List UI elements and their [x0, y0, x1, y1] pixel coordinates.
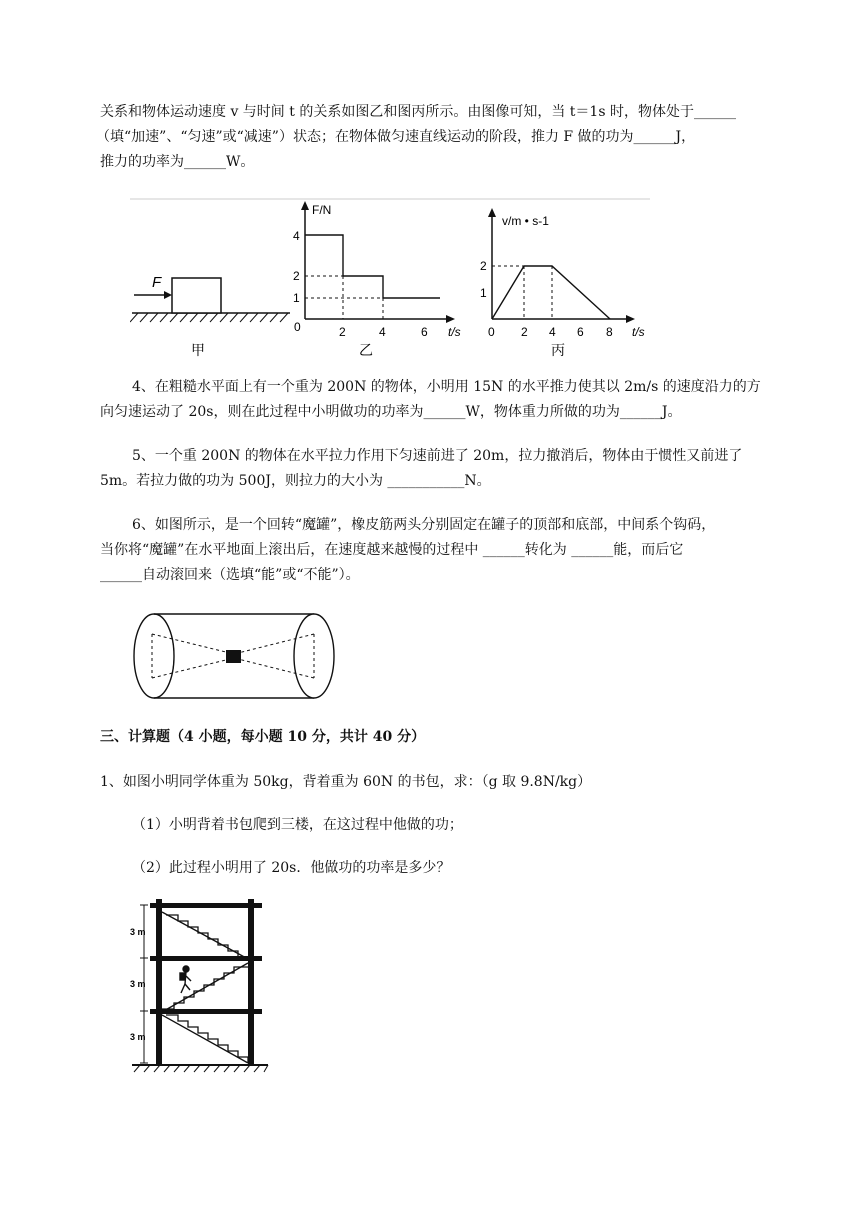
calc-question-1-sub1: （1）小明背着书包爬到三楼，在这过程中他做的功；	[132, 817, 463, 833]
question-6	[100, 513, 800, 588]
floor-label-bottom: 3 m	[130, 1032, 146, 1042]
figure-magic-can	[132, 610, 337, 702]
intro-line-1: 关系和物体运动速度 v 与时间 t 的关系如图乙和图丙所示。由图像可知，当 t＝1s 时，物体处于______	[100, 104, 736, 120]
panel-label-jia: 甲	[191, 342, 205, 358]
bing-xtick-0: 0	[488, 325, 495, 339]
figure-staircase	[130, 895, 270, 1073]
bing-ytick-2: 2	[480, 259, 487, 273]
bing-xtick-2: 2	[521, 325, 528, 339]
yi-xtick-4: 4	[379, 325, 386, 339]
bing-velocity-line	[492, 266, 610, 319]
bing-ylabel: v/m • s-1	[502, 214, 549, 228]
question-4	[100, 375, 800, 425]
block	[172, 278, 221, 313]
calc-question-1-sub2: （2）此过程小明用了 20s．他做功的功率是多少？	[132, 860, 451, 876]
hook-weight	[226, 650, 241, 663]
yi-ytick-4: 4	[293, 229, 300, 243]
floor-label-middle: 3 m	[130, 979, 146, 989]
force-label: F	[152, 274, 162, 291]
figure-force-graphs	[130, 195, 660, 360]
bing-xlabel: t/s	[632, 325, 645, 339]
q6-line-1: 6、如图所示，是一个回转“魔罐”，橡皮筋两头分别固定在罐子的顶部和底部，中间系个钩码，	[132, 517, 716, 533]
panel-yi	[293, 201, 461, 358]
q5-line-1: 5、一个重 200N 的物体在水平拉力作用下匀速前进了 20m，拉力撤消后，物体由于惯性又前进了	[132, 448, 743, 464]
question-5	[100, 444, 800, 494]
panel-jia	[130, 274, 290, 358]
yi-ylabel: F/N	[312, 203, 332, 217]
yi-xtick-2: 2	[339, 325, 346, 339]
q5-line-2: 5m。若拉力做的功为 500J，则拉力的大小为 ___________N。	[100, 473, 491, 489]
yi-xlabel: t/s	[448, 325, 461, 339]
climbing-person	[180, 966, 191, 993]
bing-xtick-4: 4	[549, 325, 556, 339]
calc-question-1-stem: 1、如图小明同学体重为 50kg，背着重为 60N 的书包，求：（g 取 9.8N/kg）	[100, 774, 592, 790]
bing-xtick-8: 8	[606, 325, 613, 339]
q4-line-2: 向匀速运动了 20s，则在此过程中小明做功的功率为______W，物体重力所做的功为______J。	[100, 404, 682, 420]
section-3-title: 三、计算题（4 小题，每小题 10 分，共计 40 分）	[100, 729, 426, 745]
intro-paragraph	[96, 100, 800, 175]
q6-line-2: 当你将“魔罐”在水平地面上滚出后，在速度越来越慢的过程中 ______转化为 ______能，而后它	[100, 542, 684, 558]
yi-xtick-0: 0	[294, 320, 301, 334]
panel-label-yi: 乙	[359, 342, 373, 358]
bing-ytick-1: 1	[480, 286, 487, 300]
yi-ytick-2: 2	[293, 269, 300, 283]
yi-ytick-1: 1	[293, 291, 300, 305]
panel-bing	[480, 208, 645, 358]
q6-line-3: ______自动滚回来（选填“能”或“不能”）。	[100, 567, 360, 583]
q4-line-1: 4、在粗糙水平面上有一个重为 200N 的物体，小明用 15N 的水平推力使其以 2m/s 的速度沿力的方	[132, 379, 761, 395]
intro-line-3: 推力的功率为______W。	[100, 154, 255, 170]
bing-xtick-6: 6	[577, 325, 584, 339]
panel-label-bing: 丙	[551, 342, 565, 358]
floor-label-top: 3 m	[130, 927, 146, 937]
yi-force-line	[305, 235, 440, 298]
yi-xtick-6: 6	[421, 325, 428, 339]
intro-line-2: （填“加速”、“匀速”或“减速”）状态；在物体做匀速直线运动的阶段，推力 F 做的功为______J，	[96, 129, 696, 145]
